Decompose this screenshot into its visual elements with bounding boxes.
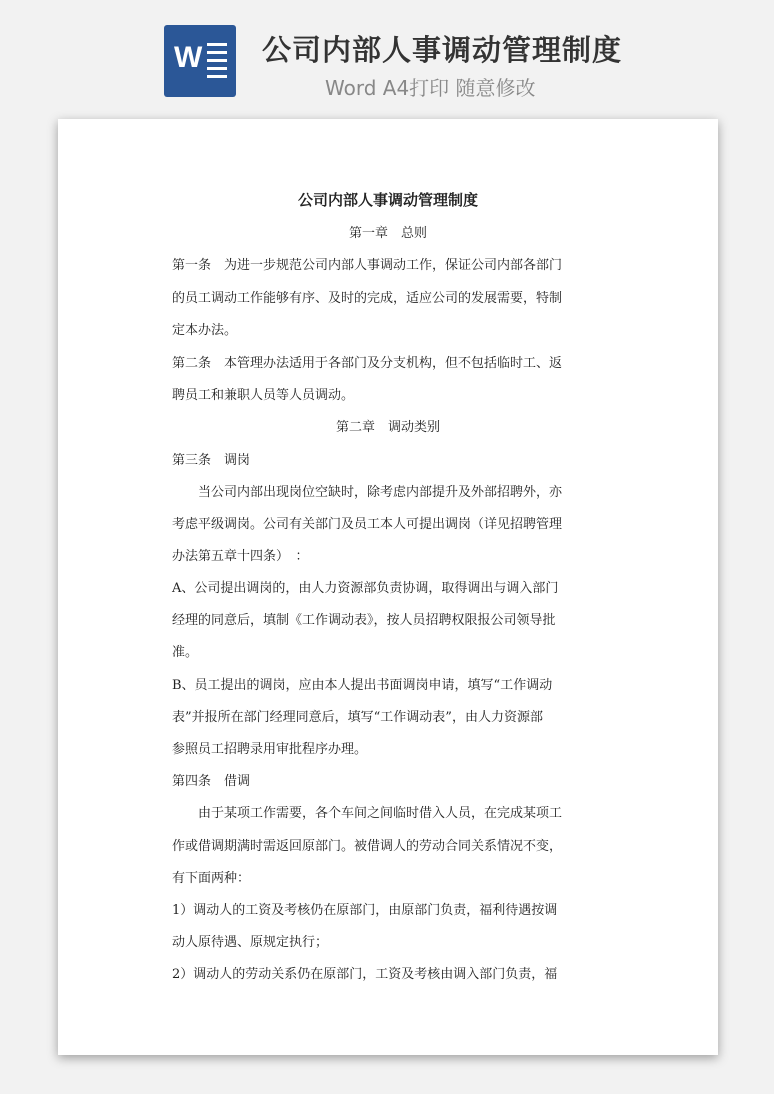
header-subtitle: Word A4打印 随意修改 <box>325 76 536 100</box>
preview-header <box>0 0 774 110</box>
text-line: 准。 <box>172 645 199 660</box>
document-title: 公司内部人事调动管理制度 <box>297 191 478 209</box>
text-line: 作或借调期满时需返回原部门。被借调人的劳动合同关系情况不变， <box>172 839 563 854</box>
text-line: 定本办法。 <box>172 323 238 338</box>
word-icon-letter: W <box>174 41 203 74</box>
text-line: 动人原待遇、原规定执行； <box>172 935 329 950</box>
text-line: A、公司提出调岗的，由人力资源部负责协调，取得调出与调入部门 <box>172 581 559 596</box>
text-line: 的员工调动工作能够有序、及时的完成，适应公司的发展需要，特制 <box>172 291 563 306</box>
text-line: 参照员工招聘录用审批程序办理。 <box>172 742 368 757</box>
chapter-heading: 第二章 调动类别 <box>335 420 440 435</box>
text-line: 第三条 调岗 <box>172 453 251 468</box>
text-line: 考虑平级调岗。公司有关部门及员工本人可提出调岗（详见招聘管理 <box>172 517 563 532</box>
text-line: 1）调动人的工资及考核仍在原部门，由原部门负责，福利待遇按调 <box>172 903 558 918</box>
text-line: 当公司内部出现岗位空缺时，除考虑内部提升及外部招聘外，亦 <box>172 485 563 500</box>
text-line: 办法第五章十四条） ： <box>172 549 309 564</box>
text-line: 第一条 为进一步规范公司内部人事调动工作，保证公司内部各部门 <box>172 258 563 273</box>
header-title: 公司内部人事调动管理制度 <box>262 33 623 67</box>
word-document-icon <box>164 25 236 97</box>
text-line: 由于某项工作需要，各个车间之间临时借入人员，在完成某项工 <box>172 806 563 821</box>
chapter-heading: 第一章 总则 <box>348 226 427 241</box>
text-line: 第四条 借调 <box>172 774 251 789</box>
text-line: 第二条 本管理办法适用于各部门及分支机构，但不包括临时工、返 <box>172 356 563 371</box>
document-page <box>58 119 718 1055</box>
text-line: 表”并报所在部门经理同意后，填写“工作调动表”，由人力资源部 <box>172 710 543 725</box>
text-line: 经理的同意后，填制《工作调动表》，按人员招聘权限报公司领导批 <box>172 613 556 628</box>
text-line: B、员工提出的调岗，应由本人提出书面调岗申请，填写“工作调动 <box>172 678 553 693</box>
text-line: 2）调动人的劳动关系仍在原部门，工资及考核由调入部门负责，福 <box>172 967 558 982</box>
text-line: 聘员工和兼职人员等人员调动。 <box>172 388 355 403</box>
text-line: 有下面两种： <box>172 871 251 886</box>
word-icon-lines <box>207 43 227 83</box>
